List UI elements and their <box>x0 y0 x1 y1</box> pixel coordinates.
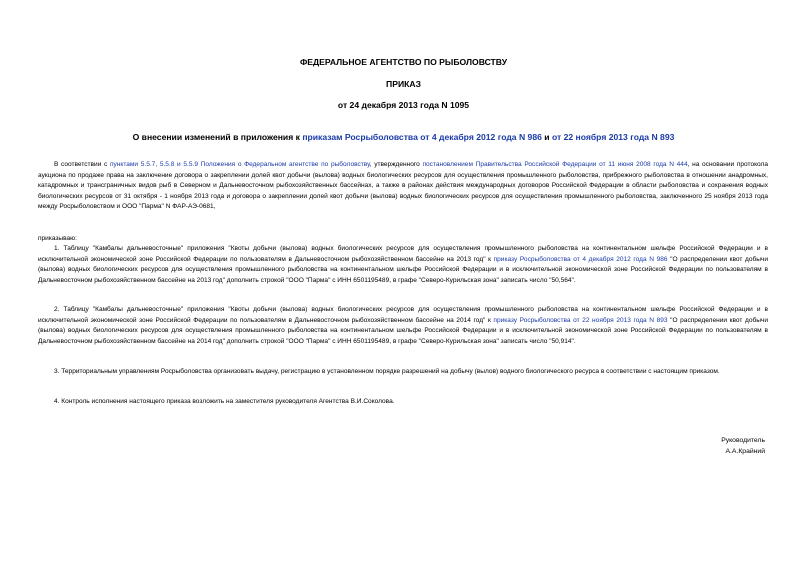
order-item-2 <box>38 305 768 347</box>
subject-middle: и <box>541 132 552 142</box>
item-2-text-2: "О распределении квот добычи (вылова) водных биологических ресурсов для осуществления промышленного рыболовства на континентальном шельфе Российской Федерации и в исключительной экономической зоне Российской Федерации по пользователям в Дальневосточном рыбохозяйственном бассейне на 2014 год" дополнить строкой "ООО "Парма" с ИНН 6501195489, в графе "Северо-Курильская зона" записать число "50,914". <box>38 316 768 345</box>
document-date-number: от 24 декабря 2013 года N 1095 <box>337 100 470 110</box>
item-2-text-1: 2. Таблицу "Камбалы дальневосточные" приложения "Квоты добычи (вылова) водных биологических ресурсов для осуществления промышленного рыболовства на континентальном шельфе Российской Федерации и в исключительной экономической зоне Российской Федерации по пользователям в Дальневосточном рыбохозяйственном бассейне на 2014 год" к <box>38 306 768 324</box>
order-item-4 <box>38 397 768 408</box>
preamble-paragraph <box>38 160 768 213</box>
subject-prefix: О внесении изменений в приложения к <box>132 132 303 142</box>
link-government-decree[interactable]: постановлением Правительства Российской Федерации от 11 июня 2008 года N 444 <box>422 161 688 168</box>
document-subject <box>40 132 767 143</box>
item-1-text-2: "О распределении квот добычи (вылова) водных биологических ресурсов для осуществления промышленного рыболовства на континентальном шельфе Российской Федерации и в исключительной экономической зоне Российской Федерации по пользователям в Дальневосточном рыбохозяйственном бассейне на 2013 год" дополнить строкой "ООО "Парма" с ИНН 6501195489, в графе "Северо-Курильская зона" записать число "50,564". <box>38 255 768 284</box>
item-4-text: 4. Контроль исполнения настоящего приказа возложить на заместителя руководителя Агентства В.И.Соколова. <box>54 398 395 405</box>
link-order-986[interactable]: приказам Росрыболовства от 4 декабря 2012 года N 986 <box>302 132 542 142</box>
item-3-text: 3. Территориальным управлениям Росрыболовства организовать выдачу, регистрацию в установленном порядке разрешений на добычу (вылов) водного биологического ресурса в соответствии с настоящим приказом. <box>54 368 720 375</box>
document-type: ПРИКАЗ <box>386 79 421 89</box>
order-item-1 <box>38 244 768 286</box>
preamble-text-1: В соответствии с <box>54 161 110 168</box>
order-word: приказываю: <box>38 235 77 242</box>
item-1-text-1: 1. Таблицу "Камбалы дальневосточные" приложения "Квоты добычи (вылова) водных биологических ресурсов для осуществления промышленного рыболовства на континентальном шельфе Российской Федерации и в исключительной экономической зоне Российской Федерации по пользователям в Дальневосточном рыбохозяйственном бассейне на 2013 год" к <box>38 245 768 263</box>
signature-block <box>721 436 765 457</box>
preamble-text-2: , утвержденного <box>369 161 423 168</box>
link-order-893[interactable]: от 22 ноября 2013 года N 893 <box>551 132 675 142</box>
agency-title: ФЕДЕРАЛЬНОЕ АГЕНТСТВО ПО РЫБОЛОВСТВУ <box>299 57 508 67</box>
signature-position: Руководитель <box>721 437 765 444</box>
order-item-3 <box>38 367 768 378</box>
item-1-link[interactable]: приказу Росрыболовства от 4 декабря 2012 года N 986 <box>493 255 668 263</box>
item-2-link[interactable]: приказу Росрыболовства от 22 ноября 2013 года N 893 <box>493 316 668 324</box>
preamble-text-3: , на основании протокола аукциона по продаже права на заключение договора о закреплении долей квот добычи (вылова) водных биологических ресурсов для осуществления промышленного рыболовства, прибрежного рыболовства в отношении анадромных, катадромных и трансграничных видов рыб в Северном и Дальневосточном рыбохозяйственных бассейнах, а также в районах действия международных договоров Российской Федерации в области рыболовства и сохранения водных биологических ресурсов от 31 октября - 1 ноября 2013 года и договора о закреплении долей квот добычи (вылова) водных биологических ресурсов для осуществления промышленного рыболовства, заключенного 25 ноября 2013 года между Росрыболовством и ООО "Парма" N ФАР-АЭ-0681, <box>38 161 769 211</box>
signature-name: А.А.Крайний <box>725 447 765 455</box>
link-regulation-points[interactable]: пунктами 5.5.7, 5.5.8 и 5.5.9 Положения о Федеральном агентстве по рыболовству <box>109 161 370 168</box>
